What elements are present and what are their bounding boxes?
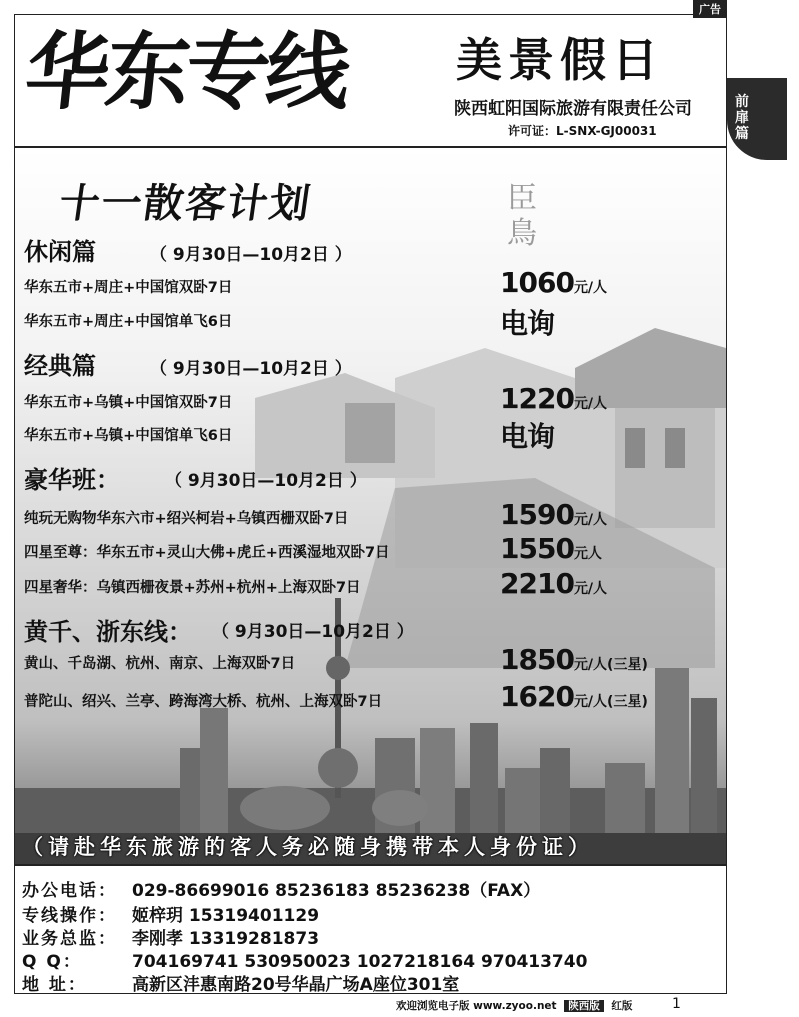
section-date: （ 9月30日—10月2日 ）: [150, 359, 352, 379]
price-value: 电询: [500, 420, 555, 453]
price-unit: 元/人(三星): [573, 694, 648, 710]
price-unit: 元/人: [573, 396, 608, 412]
side-tab: [727, 78, 787, 160]
footer: [396, 998, 632, 1013]
route-name: 华东五市+乌镇+中国馆双卧7日: [24, 395, 233, 411]
section-date: （ 9月30日—10月2日 ）: [165, 471, 367, 491]
section-title: 豪华班：: [24, 465, 120, 494]
edition-badge: 陕西版: [564, 1000, 604, 1012]
route-name: 普陀山、绍兴、兰亭、跨海湾大桥、杭州、上海双卧7日: [24, 694, 383, 710]
price-value: 1590: [500, 498, 574, 531]
footer-text: 欢迎浏览电子版 www.zyoo.net: [396, 1000, 557, 1012]
contact-label: Q Q：: [22, 952, 82, 972]
route-price: [500, 302, 554, 342]
route-name: 四星至尊：华东五市+灵山大佛+虎丘+西溪湿地双卧7日: [24, 545, 390, 561]
price-unit: 元/人: [573, 512, 608, 528]
route-name: 华东五市+周庄+中国馆单飞6日: [24, 314, 233, 330]
route-name: 华东五市+周庄+中国馆双卧7日: [24, 280, 233, 296]
route-price: [500, 266, 607, 299]
contact-label: 办公电话：: [22, 881, 117, 901]
main-title: 华东专线: [20, 22, 352, 121]
svg-text:臣: 臣: [507, 181, 537, 216]
section-date: （ 9月30日—10月2日 ）: [212, 622, 414, 642]
route-price: [500, 643, 648, 676]
svg-text:鳥: 鳥: [507, 216, 537, 251]
price-unit: 元人: [573, 546, 602, 562]
route-name: 四星奢华：乌镇西栅夜景+苏州+杭州+上海双卧7日: [24, 580, 361, 596]
price-value: 1850: [500, 643, 574, 676]
section-title: 经典篇: [24, 351, 96, 380]
price-value: 1220: [500, 382, 574, 415]
header: [14, 14, 727, 148]
contact-block: [14, 864, 727, 874]
price-value: 1620: [500, 680, 574, 713]
contact-label: 业务总监：: [22, 929, 117, 949]
price-unit: 元/人: [573, 280, 608, 296]
contact-value: 李刚孝 13319281873: [132, 929, 320, 949]
route-price: [500, 415, 554, 455]
side-tab-char: 前: [735, 94, 749, 110]
license-number: 许可证：L-SNX-GJ00031: [508, 124, 657, 138]
id-notice: （请赴华东旅游的客人务必随身携带本人身份证）: [22, 835, 594, 859]
contact-row: [22, 876, 540, 901]
contact-value: 高新区沣惠南路20号华晶广场A座位301室: [132, 975, 460, 995]
contact-row: [22, 970, 459, 995]
scenery-photo: [15, 148, 726, 864]
route-price: [500, 498, 607, 531]
contact-label: 专线操作：: [22, 906, 117, 926]
plan-title: 十一散客计划: [56, 180, 315, 227]
company-name: 陕西虹阳国际旅游有限责任公司: [454, 99, 692, 119]
route-name: 纯玩无购物华东六市+绍兴柯岩+乌镇西栅双卧7日: [24, 511, 349, 527]
side-tab-char: 篇: [735, 126, 749, 142]
section-date: （ 9月30日—10月2日 ）: [150, 245, 352, 265]
ad-tag: 广告: [693, 0, 727, 18]
contact-label: 地 址：: [22, 975, 87, 995]
section-title: 休闲篇: [24, 237, 96, 266]
price-value: 1550: [500, 532, 574, 565]
price-unit: 元/人: [573, 581, 608, 597]
side-tab-char: 扉: [735, 110, 749, 126]
route-price: [500, 532, 602, 565]
skyline-illustration: [15, 148, 726, 864]
contact-row: [22, 901, 319, 926]
contact-row: [22, 947, 587, 972]
route-name: 黄山、千岛湖、杭州、南京、上海双卧7日: [24, 656, 296, 672]
price-value: 电询: [500, 307, 555, 340]
contact-value: 姬梓玥 15319401129: [132, 906, 320, 926]
price-value: 1060: [500, 266, 574, 299]
contact-value: 704169741 530950023 1027218164 970413740: [132, 952, 588, 972]
contact-value: 029-86699016 85236183 85236238（FAX）: [132, 881, 541, 901]
sub-title: 美景假日: [456, 33, 664, 87]
route-price: [500, 567, 607, 600]
contact-row: [22, 924, 319, 949]
page-number: 1: [672, 996, 681, 1012]
edition-label: 红版: [611, 1000, 633, 1012]
route-price: [500, 680, 648, 713]
price-unit: 元/人(三星): [573, 657, 648, 673]
route-price: [500, 382, 607, 415]
route-name: 华东五市+乌镇+中国馆单飞6日: [24, 428, 233, 444]
price-value: 2210: [500, 567, 574, 600]
section-title: 黄千、浙东线：: [24, 617, 192, 646]
